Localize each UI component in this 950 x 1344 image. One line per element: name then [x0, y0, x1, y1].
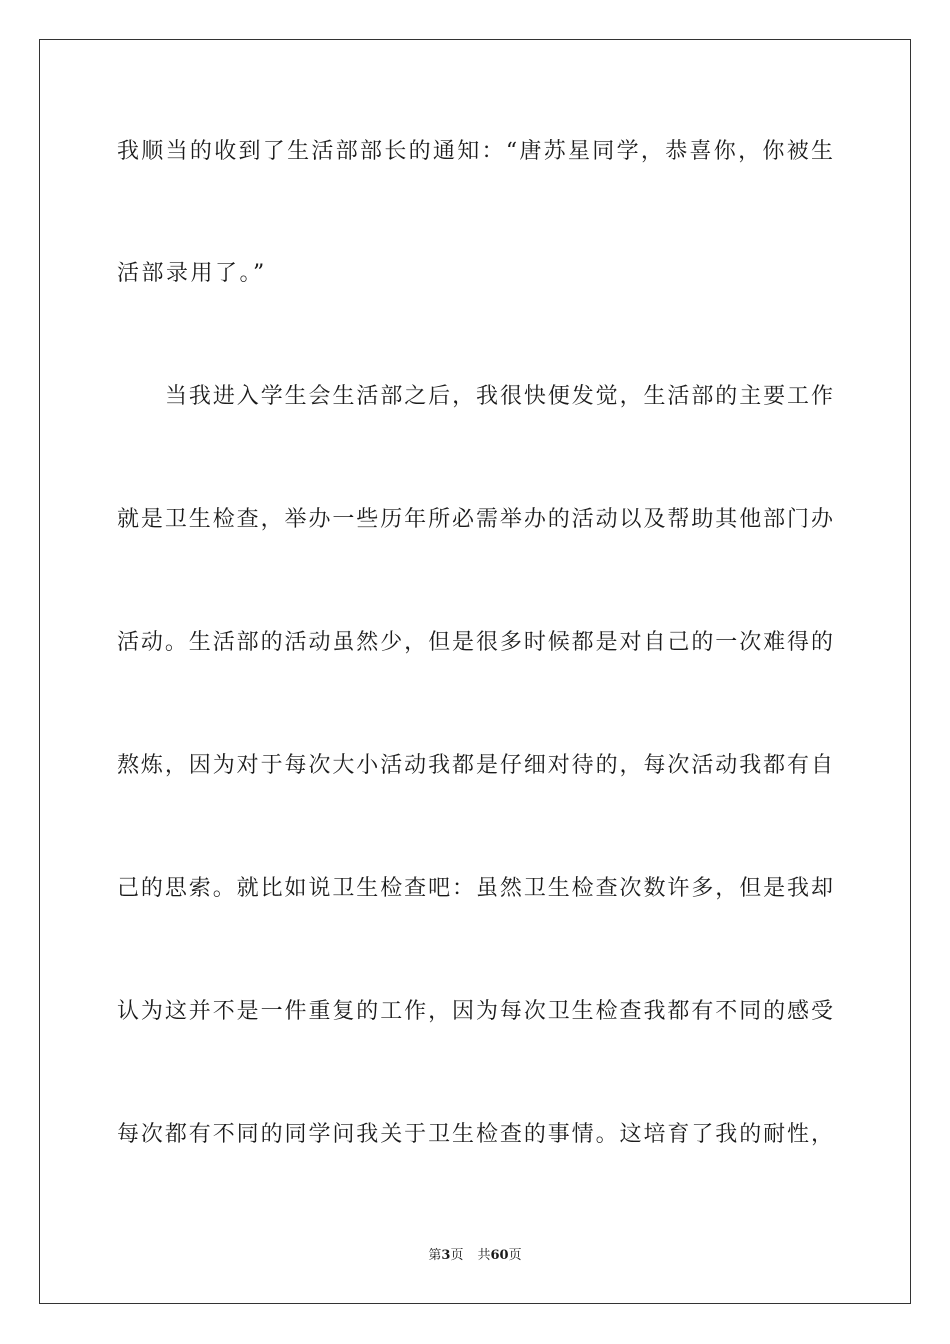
text-line-6: 熬炼，因为对于每次大小活动我都是仔细对待的，每次活动我都有自 [117, 753, 833, 778]
text-line-5: 活动。生活部的活动虽然少，但是很多时候都是对自己的一次难得的 [117, 630, 833, 655]
total-pages: 60 [490, 1248, 509, 1263]
text-line-4: 就是卫生检查，举办一些历年所必需举办的活动以及帮助其他部门办 [117, 507, 833, 532]
text-line-7: 己的思索。就比如说卫生检查吧：虽然卫生检查次数许多，但是我却 [117, 876, 833, 901]
text-line-9: 每次都有不同的同学问我关于卫生检查的事情。这培育了我的耐性， [117, 1122, 833, 1147]
text-line-8: 认为这并不是一件重复的工作，因为每次卫生检查我都有不同的感受 [117, 999, 833, 1024]
text-line-1: 我顺当的收到了生活部部长的通知：“唐苏星同学，恭喜你，你被生 [117, 139, 833, 164]
total-suffix: 页 [508, 1248, 522, 1263]
page-footer [0, 1247, 950, 1265]
total-prefix: 共 [477, 1248, 491, 1263]
page-suffix: 页 [450, 1248, 464, 1263]
text-line-3: 当我进入学生会生活部之后，我很快便发觉，生活部的主要工作 [165, 384, 833, 409]
text-line-2: 活部录用了。” [117, 261, 267, 286]
page-prefix: 第 [428, 1248, 442, 1263]
page-number: 3 [441, 1248, 451, 1263]
page-border [39, 39, 911, 1304]
